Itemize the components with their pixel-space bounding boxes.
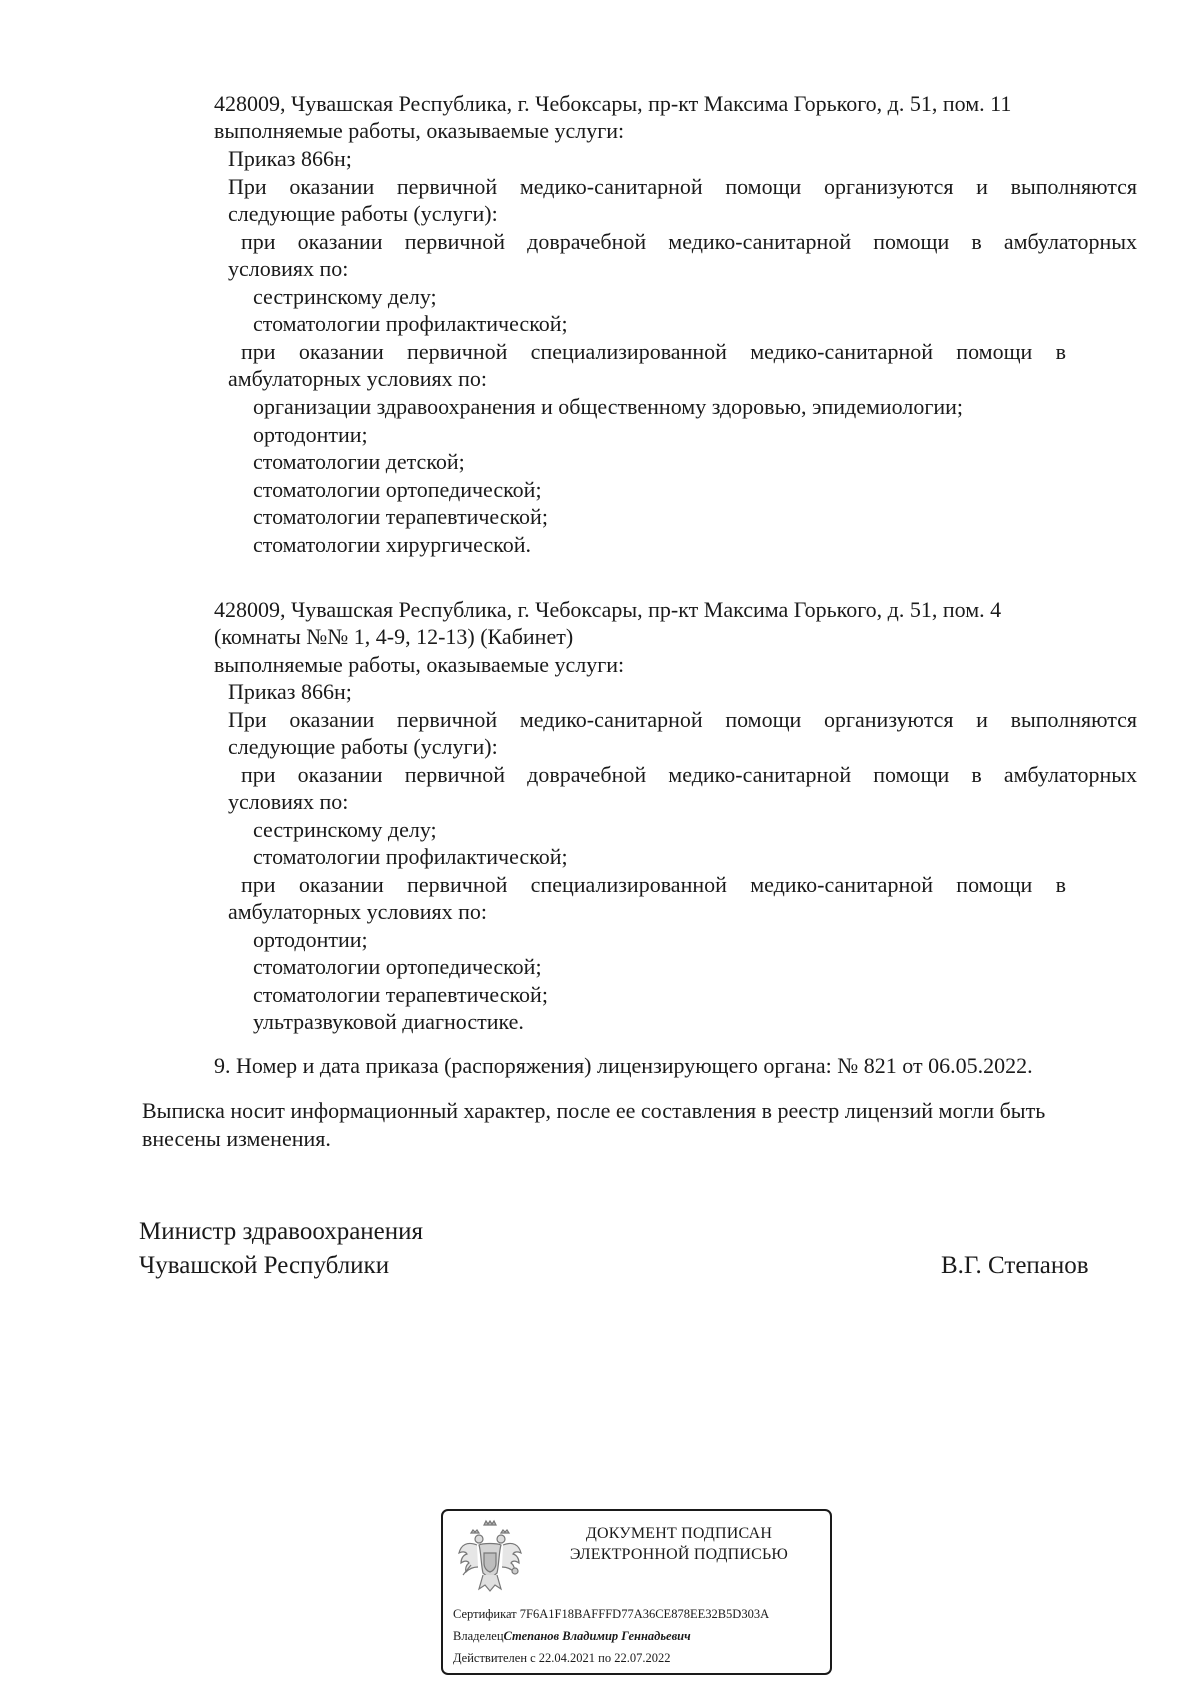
signatory-position-line2: Чувашской Республики — [139, 1252, 390, 1279]
block1-intro-line2: следующие работы (услуги): — [228, 201, 498, 226]
electronic-signature-stamp — [441, 1509, 832, 1675]
stamp-validity: Действителен с 22.04.2021 по 22.07.2022 — [453, 1651, 671, 1665]
block2-specialized-line2: амбулаторных условиях по: — [228, 899, 488, 924]
block2-prehospital-item: сестринскому делу; — [253, 817, 437, 842]
block1-specialized-item: стоматологии детской; — [253, 449, 465, 474]
block2-intro-line2: следующие работы (услуги): — [228, 734, 498, 759]
block2-specialized-item: стоматологии ортопедической; — [253, 954, 542, 979]
russian-coat-of-arms-icon — [457, 1519, 523, 1593]
block1-intro-line1: При оказании первичной медико-санитарной помощи организуются и выполняются — [228, 174, 1137, 199]
block1-prehospital-line1: при оказании первичной доврачебной медико-санитарной помощи в амбулаторных — [241, 229, 1137, 254]
block2-prehospital-line1: при оказании первичной доврачебной медико-санитарной помощи в амбулаторных — [241, 762, 1137, 787]
stamp-certificate-label: Сертификат — [453, 1607, 517, 1621]
notice-line2: внесены изменения. — [142, 1126, 331, 1151]
stamp-certificate — [453, 1606, 769, 1622]
block1-specialized-item: ортодонтии; — [253, 422, 368, 447]
stamp-owner-label: Владелец — [453, 1629, 504, 1643]
signatory-position-line1: Министр здравоохранения — [139, 1218, 424, 1245]
block2-prehospital-item: стоматологии профилактической; — [253, 844, 568, 869]
block2-works-heading: выполняемые работы, оказываемые услуги: — [214, 652, 625, 677]
license-order-item: 9. Номер и дата приказа (распоряжения) лицензирующего органа: № 821 от 06.05.2022. — [214, 1053, 1033, 1078]
block1-address: 428009, Чувашская Республика, г. Чебоксары, пр-кт Максима Горького, д. 51, пом. 11 — [214, 91, 1012, 116]
block1-prehospital-item: сестринскому делу; — [253, 284, 437, 309]
block1-specialized-item: организации здравоохранения и общественному здоровью, эпидемиологии; — [253, 394, 964, 419]
stamp-owner — [453, 1628, 691, 1644]
block2-address-line1: 428009, Чувашская Республика, г. Чебоксары, пр-кт Максима Горького, д. 51, пом. 4 — [214, 597, 1002, 622]
block1-specialized-item: стоматологии ортопедической; — [253, 477, 542, 502]
stamp-owner-value: Степанов Владимир Геннадьевич — [503, 1629, 691, 1643]
block1-specialized-line1: при оказании первичной специализированной медико-санитарной помощи в — [241, 339, 1066, 364]
stamp-title-line1: ДОКУМЕНТ ПОДПИСАН — [585, 1525, 773, 1542]
block1-prehospital-item: стоматологии профилактической; — [253, 311, 568, 336]
block2-specialized-item: ультразвуковой диагностике. — [253, 1009, 524, 1034]
block2-specialized-line1: при оказании первичной специализированной медико-санитарной помощи в — [241, 872, 1066, 897]
notice-line1: Выписка носит информационный характер, после ее составления в реестр лицензий могли быть — [142, 1098, 1046, 1123]
block2-order: Приказ 866н; — [228, 679, 352, 704]
block1-works-heading: выполняемые работы, оказываемые услуги: — [214, 118, 625, 143]
block2-specialized-item: стоматологии терапевтической; — [253, 982, 548, 1007]
stamp-certificate-value: 7F6A1F18BAFFFD77A36CE878EE32B5D303A — [519, 1607, 770, 1621]
block1-prehospital-line2: условиях по: — [228, 256, 349, 281]
block1-specialized-item: стоматологии терапевтической; — [253, 504, 548, 529]
signatory-name: В.Г. Степанов — [941, 1252, 1089, 1279]
block1-specialized-item: стоматологии хирургической. — [253, 532, 531, 557]
block2-prehospital-line2: условиях по: — [228, 789, 349, 814]
block2-specialized-item: ортодонтии; — [253, 927, 368, 952]
block2-intro-line1: При оказании первичной медико-санитарной помощи организуются и выполняются — [228, 707, 1137, 732]
block1-specialized-line2: амбулаторных условиях по: — [228, 366, 488, 391]
block1-order: Приказ 866н; — [228, 146, 352, 171]
block2-address-line2: (комнаты №№ 1, 4-9, 12-13) (Кабинет) — [214, 624, 574, 649]
stamp-title-line2: ЭЛЕКТРОННОЙ ПОДПИСЬЮ — [569, 1546, 789, 1563]
